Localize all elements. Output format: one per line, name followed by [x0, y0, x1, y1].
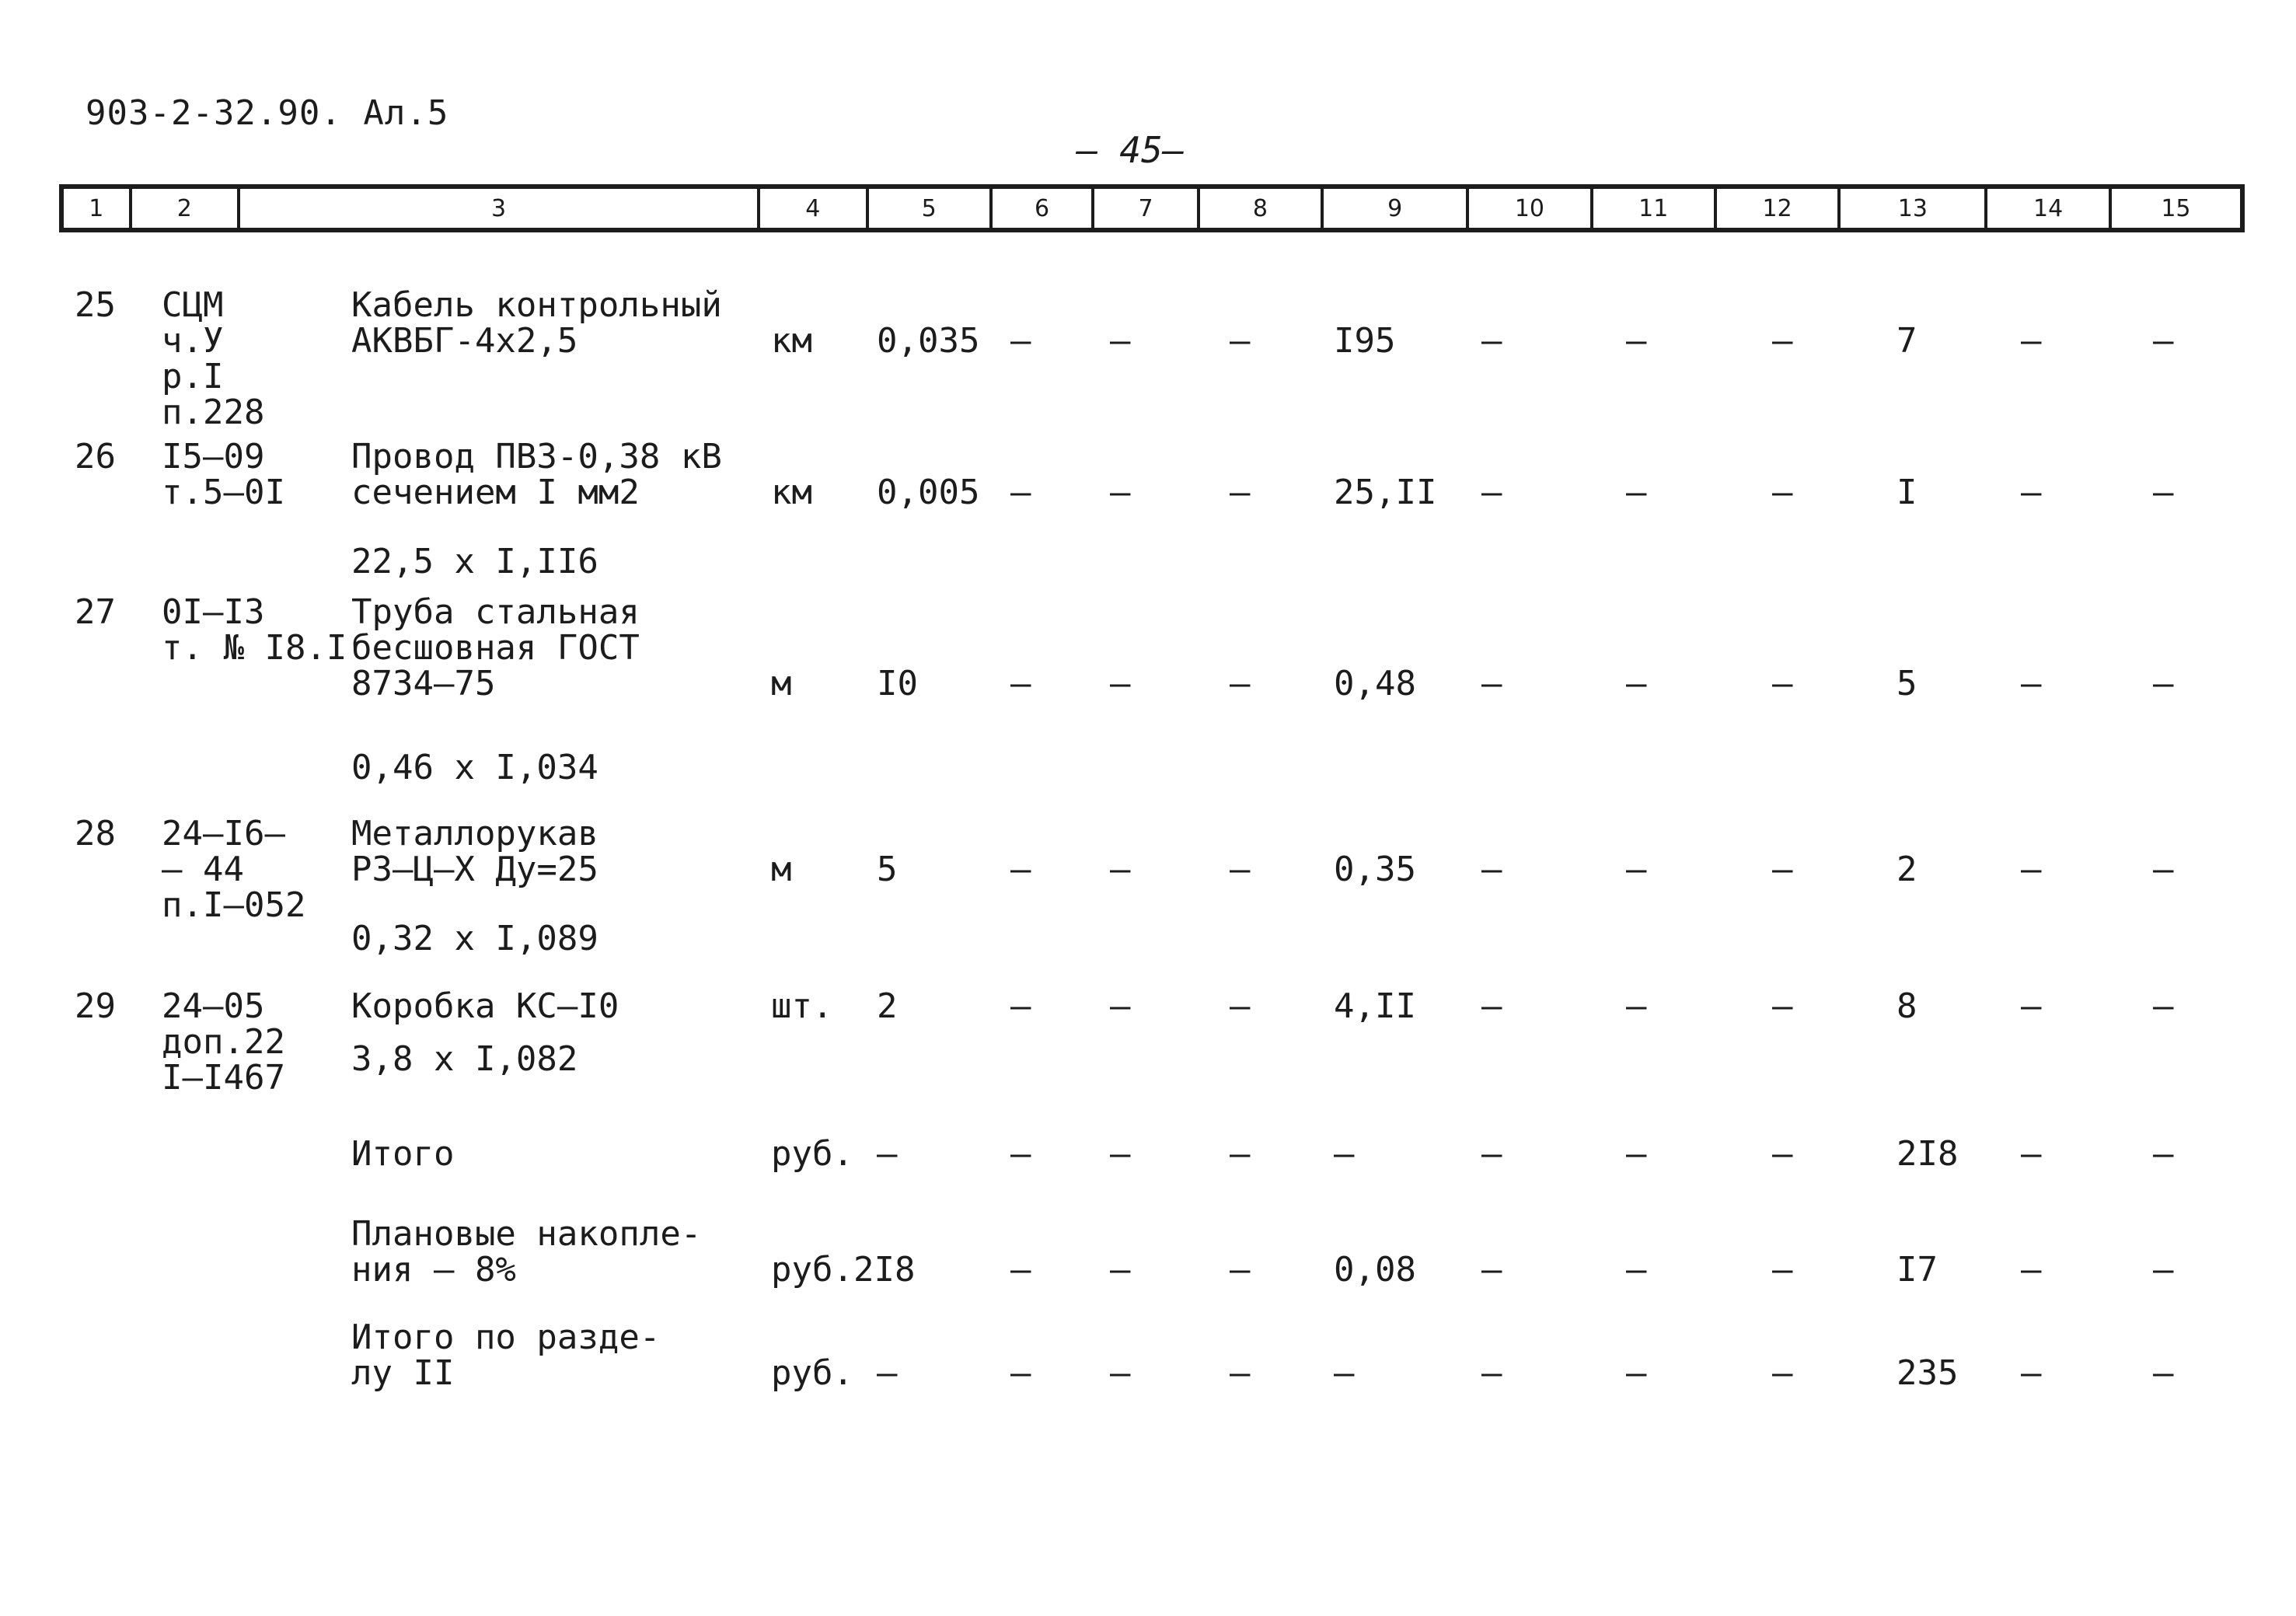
header-col-4: 4: [760, 189, 868, 228]
row-cell-c12: –: [1772, 664, 1793, 703]
total-cell-c6: –: [1010, 1134, 1031, 1174]
total-cell-c10: –: [1481, 1353, 1502, 1393]
total-cell-c8: –: [1230, 1250, 1251, 1290]
total-cell-c14: –: [2021, 1353, 2042, 1393]
row-cell-c13: 5: [1896, 664, 1917, 703]
row-name: Труба стальная бесшовная ГОСТ 8734–75: [351, 592, 640, 703]
row-cell-c6: –: [1010, 664, 1031, 703]
total-name: Итого по разде- лу II: [351, 1318, 661, 1393]
total-cell-c8: –: [1230, 1353, 1251, 1393]
row-cell-c9: 25,II: [1334, 473, 1437, 512]
row-cell-c5: 5: [877, 850, 898, 889]
row-note: 22,5 x I,II6: [351, 542, 598, 581]
row-cell-c5: I0: [877, 664, 918, 703]
row-unit: шт.: [771, 986, 833, 1026]
header-col-8: 8: [1200, 189, 1324, 228]
total-cell-c10: –: [1481, 1134, 1502, 1174]
total-cell-c14: –: [2021, 1134, 2042, 1174]
total-cell-c12: –: [1772, 1250, 1793, 1290]
row-code: СЦМ ч.У р.I п.228: [162, 285, 265, 432]
header-col-12: 12: [1717, 189, 1841, 228]
row-cell-c12: –: [1772, 321, 1793, 361]
row-cell-c11: –: [1626, 664, 1647, 703]
row-number: 28: [75, 814, 116, 853]
row-unit: км: [771, 321, 812, 361]
row-cell-c8: –: [1230, 321, 1251, 361]
row-cell-c5: 0,035: [877, 321, 980, 361]
row-cell-c13: 7: [1896, 321, 1917, 361]
header-col-14: 14: [1987, 189, 2111, 228]
row-unit: м: [771, 664, 792, 703]
total-cell-c6: –: [1010, 1353, 1031, 1393]
row-code: 24–I6– – 44 п.I–052: [162, 814, 306, 925]
row-number: 27: [75, 592, 116, 632]
total-cell-c5: –: [877, 1134, 898, 1174]
row-cell-c13: 8: [1896, 986, 1917, 1026]
row-cell-c6: –: [1010, 986, 1031, 1026]
row-cell-c7: –: [1110, 986, 1131, 1026]
row-cell-c13: 2: [1896, 850, 1917, 889]
row-cell-c10: –: [1481, 850, 1502, 889]
row-unit: м: [771, 850, 792, 889]
total-cell-c14: –: [2021, 1250, 2042, 1290]
total-cell-c11: –: [1626, 1134, 1647, 1174]
row-cell-c5: 2: [877, 986, 898, 1026]
row-code: 24–05 доп.22 I–I467: [162, 986, 285, 1098]
total-cell-c7: –: [1110, 1250, 1131, 1290]
total-cell-c7: –: [1110, 1134, 1131, 1174]
row-cell-c11: –: [1626, 986, 1647, 1026]
row-cell-c10: –: [1481, 473, 1502, 512]
row-number: 25: [75, 285, 116, 325]
row-cell-c14: –: [2021, 473, 2042, 512]
row-note: 3,8 x I,082: [351, 1039, 578, 1079]
header-col-2: 2: [132, 189, 240, 228]
row-cell-c11: –: [1626, 321, 1647, 361]
row-cell-c15: –: [2153, 321, 2174, 361]
row-code: 0I–I3 т. № I8.I: [162, 592, 347, 668]
row-cell-c12: –: [1772, 473, 1793, 512]
header-col-9: 9: [1324, 189, 1469, 228]
row-cell-c8: –: [1230, 664, 1251, 703]
row-cell-c6: –: [1010, 473, 1031, 512]
row-cell-c14: –: [2021, 986, 2042, 1026]
total-cell-c9: 0,08: [1334, 1250, 1416, 1290]
total-cell-c6: –: [1010, 1250, 1031, 1290]
row-cell-c10: –: [1481, 321, 1502, 361]
total-cell-c11: –: [1626, 1250, 1647, 1290]
header-col-10: 10: [1469, 189, 1593, 228]
row-cell-c10: –: [1481, 986, 1502, 1026]
total-name: Плановые накопле- ния – 8%: [351, 1214, 702, 1290]
row-name: Кабель контрольный АКВБГ-4x2,5: [351, 285, 722, 361]
row-cell-c11: –: [1626, 473, 1647, 512]
row-unit: км: [771, 473, 812, 512]
total-cell-c10: –: [1481, 1250, 1502, 1290]
row-cell-c10: –: [1481, 664, 1502, 703]
total-cell-c7: –: [1110, 1353, 1131, 1393]
total-cell-c8: –: [1230, 1134, 1251, 1174]
row-number: 29: [75, 986, 116, 1026]
header-col-13: 13: [1841, 189, 1987, 228]
row-cell-c13: I: [1896, 473, 1917, 512]
row-cell-c11: –: [1626, 850, 1647, 889]
row-cell-c6: –: [1010, 321, 1031, 361]
total-cell-c13: I7: [1896, 1250, 1938, 1290]
header-col-1: 1: [64, 189, 132, 228]
total-cell-c11: –: [1626, 1353, 1647, 1393]
row-cell-c8: –: [1230, 850, 1251, 889]
total-unit: руб.: [771, 1134, 853, 1174]
row-cell-c6: –: [1010, 850, 1031, 889]
total-name: Итого: [351, 1134, 455, 1174]
row-name: Провод ПВЗ-0,38 кВ сечением I мм2: [351, 437, 722, 512]
total-cell-c5: –: [877, 1353, 898, 1393]
header-col-15: 15: [2161, 194, 2191, 222]
row-note: 0,32 x I,089: [351, 919, 598, 958]
header-col-3: 3: [240, 189, 760, 228]
row-cell-c12: –: [1772, 986, 1793, 1026]
row-cell-c9: 4,II: [1334, 986, 1416, 1026]
row-cell-c5: 0,005: [877, 473, 980, 512]
total-cell-c12: –: [1772, 1134, 1793, 1174]
row-code: I5–09 т.5–0I: [162, 437, 285, 512]
total-cell-c15: –: [2153, 1353, 2174, 1393]
row-number: 26: [75, 437, 116, 476]
row-cell-c15: –: [2153, 664, 2174, 703]
row-cell-c15: –: [2153, 986, 2174, 1026]
total-cell-c15: –: [2153, 1250, 2174, 1290]
row-note: 0,46 x I,034: [351, 748, 598, 787]
header-col-11: 11: [1593, 189, 1717, 228]
row-cell-c8: –: [1230, 473, 1251, 512]
header-col-5: 5: [869, 189, 993, 228]
row-cell-c14: –: [2021, 321, 2042, 361]
table-header: [59, 184, 2245, 232]
row-cell-c12: –: [1772, 850, 1793, 889]
row-cell-c14: –: [2021, 850, 2042, 889]
total-cell-c9: –: [1334, 1134, 1355, 1174]
header-col-6: 6: [993, 189, 1094, 228]
total-cell-c12: –: [1772, 1353, 1793, 1393]
row-cell-c14: –: [2021, 664, 2042, 703]
row-name: Металлорукав РЗ–Ц–Х Ду=25: [351, 814, 598, 889]
row-cell-c8: –: [1230, 986, 1251, 1026]
row-cell-c15: –: [2153, 473, 2174, 512]
page-number: — 45—: [1076, 129, 1185, 171]
row-name: Коробка КС–I0: [351, 986, 619, 1026]
total-unit: руб.2I8: [771, 1250, 916, 1290]
total-unit: руб.: [771, 1353, 853, 1393]
document-code: 903-2-32.90. Ал.5: [85, 93, 449, 133]
row-cell-c15: –: [2153, 850, 2174, 889]
row-cell-c9: I95: [1334, 321, 1396, 361]
total-cell-c13: 2I8: [1896, 1134, 1959, 1174]
row-cell-c9: 0,35: [1334, 850, 1416, 889]
total-cell-c15: –: [2153, 1134, 2174, 1174]
total-cell-c13: 235: [1896, 1353, 1959, 1393]
row-cell-c9: 0,48: [1334, 664, 1416, 703]
total-cell-c9: –: [1334, 1353, 1355, 1393]
row-cell-c7: –: [1110, 664, 1131, 703]
header-col-7: 7: [1094, 189, 1199, 228]
row-cell-c7: –: [1110, 473, 1131, 512]
row-cell-c7: –: [1110, 321, 1131, 361]
row-cell-c7: –: [1110, 850, 1131, 889]
